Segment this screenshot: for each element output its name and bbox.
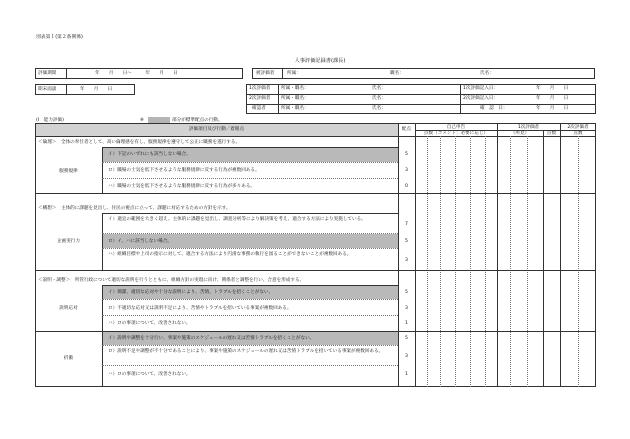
section-concept-header: ＜構想＞ 主体的に課題を見出し、住民の視点に立って、課題に対応するための方針を示す。 [38,206,231,211]
rater2-name[interactable]: 氏名： [372,96,386,101]
rater1-name[interactable]: 氏名： [372,86,386,91]
ratee-box [252,68,595,79]
confirmer-date-label: 確 認 日： [480,106,508,111]
rater2-role: 2次評価者 [249,96,271,101]
behavior-points: 5 [405,290,408,295]
section-ethics-header: ＜倫理＞ 全体の奉仕者として、高い倫理感を有し、服務規律を遵守して公正に職務を遂行する。 [38,140,241,145]
behavior-text: イ）簡潔、適切な応対や十分な説明により、苦情、トラブルを招くことがない。 [108,290,274,295]
behavior-text: ハ）ロの事項について、改善されない。 [108,321,191,326]
confirmer-role: 確認者 [252,106,266,111]
rater1-role: 1次評価者 [249,86,271,91]
rater2-date[interactable]: 年 月 日 [536,96,569,101]
form-id: 別表第１(第２条関係) [36,35,83,40]
confirmer-affiliation[interactable]: 所属・職名： [281,106,309,111]
header-second: 2次評価者 [567,125,589,130]
behavior-text: イ）説明や調整を十分行い、事案や施策のスケジュールの遅れ又は苦情トラブルを招くことがない。 [108,336,315,341]
header-self: 自己申告 [446,125,466,130]
header-self-sub: 点数（コメント：必要に応じ） [423,131,489,136]
header-first-findings: （所見） [510,131,530,136]
ratee-name[interactable]: 氏名： [480,71,494,76]
confirmer-date[interactable]: 年 月 日 [536,106,569,111]
behavior-points: 3 [405,168,408,173]
final-interview-date[interactable]: 年 月 日 [80,87,113,92]
behavior-points: 3 [405,354,408,359]
rater2-affiliation[interactable]: 所属・職名： [281,96,309,101]
confirmer-name[interactable]: 氏名： [372,106,386,111]
behavior-points: 5 [405,152,408,157]
item-planning-execution: 企画実行力 [57,239,80,244]
header-items: 評価項目及び行動／着眼点 [188,127,245,132]
section-explain-coordinate-header: ＜説明・調整＞ 所管行政について適切な説明を行うとともに、組織方針の実現に向け、関係者と調整を行い、合意を形成する。 [38,278,305,283]
behavior-points: 1 [405,321,408,326]
ratee-label: 被評価者 [256,71,275,76]
rater1-date[interactable]: 年 月 日 [536,86,569,91]
period-value[interactable]: 年 月 日〜 年 月 日 [95,71,178,76]
rater1-affiliation[interactable]: 所属・職名： [281,86,309,91]
behavior-text: イ）適宜の範囲を大きく超え、主体的に課題を見出し、調査分析等により解決策を考え、適合する方法により実施している。 [108,217,366,222]
behavior-text: ロ）イ、ハに該当しない場合。 [108,239,172,244]
behavior-points: 3 [405,306,408,311]
header-second-points: 点数 [573,131,583,136]
behavior-text: ロ）説明不足や調整が不十分であることにより、事案や施策のスケジュールの遅れ又は苦情トラブルを招いている事案が複数回ある。 [108,349,384,354]
form-title: 人事評価記録書(課長) [294,58,346,64]
header-first-points: 点数 [546,131,557,136]
behavior-points: 3 [405,258,408,263]
header-points: 配点 [401,127,412,132]
note-text: 部分が標準配点の行動。 [172,118,223,123]
behavior-text: ハ）職場の士気を低下させるような服務規律に反する行為が多々ある。 [108,184,256,189]
final-interview-label: 期末面談 [38,87,57,92]
ratee-title[interactable]: 職名： [390,71,404,76]
section-label: (Ⅰ 能力評価) [36,118,64,123]
item-service-discipline: 服務規律 [59,169,78,174]
behavior-points: 7 [405,222,408,227]
behavior-text: ハ）組織目標や上司の指示に対して、適合する方法により円滑な事務の執行を図ることができないことが複数回ある。 [108,252,352,257]
behavior-text: イ）下記のいずれにも該当しない場合。 [108,152,191,157]
item-explanation-response: 説明応対 [59,306,78,311]
ratee-affiliation[interactable]: 所属： [287,71,301,76]
behavior-points: 0 [405,184,408,189]
rater1-date-label: 1次評価記入日： [463,86,499,91]
rater2-date-label: 2次評価記入日： [463,96,499,101]
behavior-points: 5 [405,239,408,244]
behavior-text: ハ）ロの事項について、改善されない。 [108,372,191,377]
behavior-points: 5 [405,336,408,341]
behavior-points: 1 [405,372,408,377]
period-label: 評価期間 [38,71,57,76]
behavior-text: ロ）不適切な応対又は説明不足により、苦情やトラブルを招いている事案が複数回ある。 [108,306,292,311]
note-prefix: ※ [140,118,144,123]
header-first: 1次評価者 [517,125,540,130]
behavior-text: ロ）職場の士気を低下させるような服務規律に反する行為が複数回ある。 [108,168,260,173]
item-negotiation: 折衝 [63,356,74,361]
